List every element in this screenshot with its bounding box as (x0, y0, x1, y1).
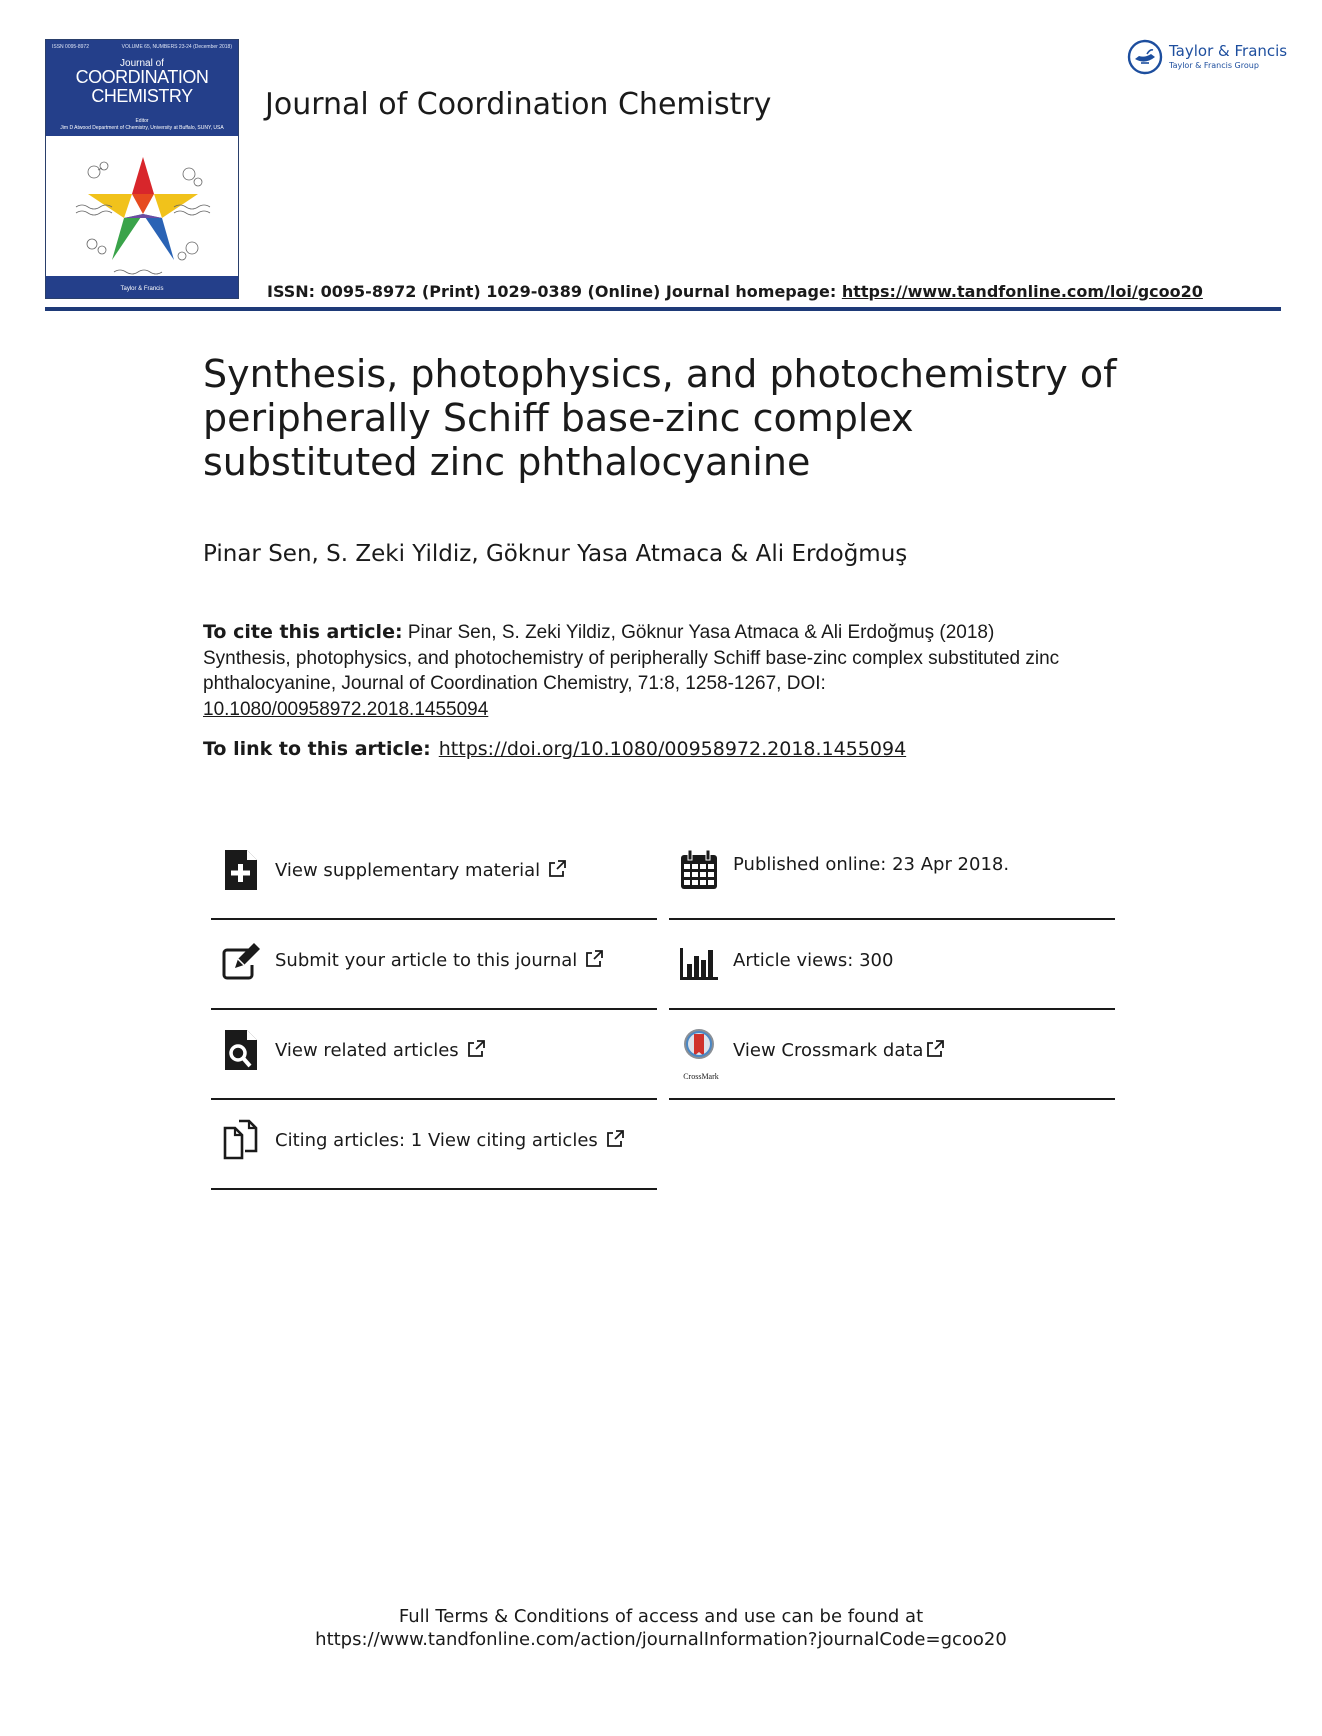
calendar-icon (679, 848, 719, 892)
article-views-text: Article views: 300 (733, 950, 894, 971)
external-link-icon (606, 1130, 624, 1148)
journal-homepage-link[interactable]: https://www.tandfonline.com/loi/gcoo20 (841, 282, 1203, 301)
cover-name-line1: COORDINATION (75, 67, 209, 87)
related-articles-row[interactable] (211, 1010, 657, 1100)
submit-article-row[interactable] (211, 920, 657, 1010)
article-doi-link[interactable]: https://doi.org/10.1080/00958972.2018.1455094 (438, 738, 907, 760)
supplementary-link[interactable] (275, 860, 566, 881)
citing-articles-link[interactable] (275, 1130, 624, 1151)
header-divider (45, 307, 1281, 311)
crossmark-link[interactable] (733, 1040, 944, 1061)
external-link-icon (467, 1040, 485, 1058)
cover-journal-name (46, 68, 238, 106)
crossmark-icon (679, 1028, 719, 1072)
supplementary-material-row[interactable] (211, 830, 657, 920)
publisher-name: Taylor & Francis (1169, 42, 1288, 60)
crossmark-caption: CrossMark (683, 1072, 719, 1081)
cover-volume: VOLUME 65, NUMBERS 23-24 (December 2018) (121, 44, 232, 50)
cover-star-illustration (74, 152, 212, 282)
citing-articles-row[interactable] (211, 1100, 657, 1190)
article-title: Synthesis, photophysics, and photochemistry of peripherally Schiff base-zinc complex substituted zinc phthalocyanine (203, 352, 1117, 484)
journal-cover-image (45, 39, 239, 299)
link-label: To link to this article: (203, 738, 431, 760)
external-link-icon (585, 950, 603, 968)
journal-title: Journal of Coordination Chemistry (265, 87, 772, 122)
citing-articles-label: Citing articles: 1 View citing articles (275, 1130, 598, 1151)
file-plus-icon (221, 848, 261, 892)
cite-label: To cite this article: (203, 621, 403, 643)
article-views-row (669, 920, 1115, 1010)
document-search-icon (221, 1028, 261, 1072)
published-online-text: Published online: 23 Apr 2018. (733, 854, 1010, 875)
cover-issue-line (52, 44, 232, 50)
cover-journal-of: Journal of (120, 58, 164, 69)
article-authors: Pinar Sen, S. Zeki Yildiz, Göknur Yasa Atmaca & Ali Erdoğmuş (203, 541, 908, 567)
related-articles-label: View related articles (275, 1040, 459, 1061)
issn-line (267, 282, 1203, 301)
issn-text: ISSN: 0095-8972 (Print) 1029-0389 (Online) Journal homepage: (267, 282, 842, 301)
external-link-icon (926, 1040, 944, 1058)
edit-icon (221, 938, 261, 982)
terms-footer (0, 1605, 1322, 1651)
article-link-block (203, 738, 906, 760)
cover-name-line2: CHEMISTRY (91, 86, 193, 106)
cover-editor-name: Jim D Atwood Department of Chemistry, University at Buffalo, SUNY, USA (60, 125, 224, 131)
footer-terms-text: Full Terms & Conditions of access and use can be found at (398, 1606, 924, 1627)
supplementary-label: View supplementary material (275, 860, 541, 881)
crossmark-row[interactable] (669, 1010, 1115, 1100)
cover-issn: ISSN 0095-8972 (52, 44, 89, 50)
cite-doi-link[interactable]: 10.1080/00958972.2018.1455094 (203, 698, 489, 720)
copy-documents-icon (221, 1118, 261, 1162)
submit-article-link[interactable] (275, 950, 603, 971)
cover-publisher: Taylor & Francis (120, 286, 164, 292)
publisher-logo[interactable] (1127, 39, 1287, 79)
publisher-group: Taylor & Francis Group (1169, 61, 1259, 70)
citation-block (203, 620, 1083, 722)
bar-chart-icon (679, 938, 719, 982)
cover-editor-label: Editor (135, 118, 149, 124)
crossmark-label: View Crossmark data (733, 1040, 924, 1061)
cover-editor (54, 118, 230, 132)
submit-article-label: Submit your article to this journal (275, 950, 578, 971)
footer-terms-url[interactable]: https://www.tandfonline.com/action/journalInformation?journalCode=gcoo20 (315, 1629, 1007, 1650)
published-online-row (669, 830, 1115, 920)
related-articles-link[interactable] (275, 1040, 485, 1061)
cite-text: Pinar Sen, S. Zeki Yildiz, Göknur Yasa Atmaca & Ali Erdoğmuş (2018) Synthesis, photophysics, and photochemistry of peripherally Schiff base-zinc complex substituted zinc phthalocyanine, Journal of Coordination Chemistry, 71:8, 1258-1267, DOI: (203, 622, 1060, 694)
taylor-francis-lamp-icon (1127, 39, 1163, 75)
external-link-icon (548, 860, 566, 878)
